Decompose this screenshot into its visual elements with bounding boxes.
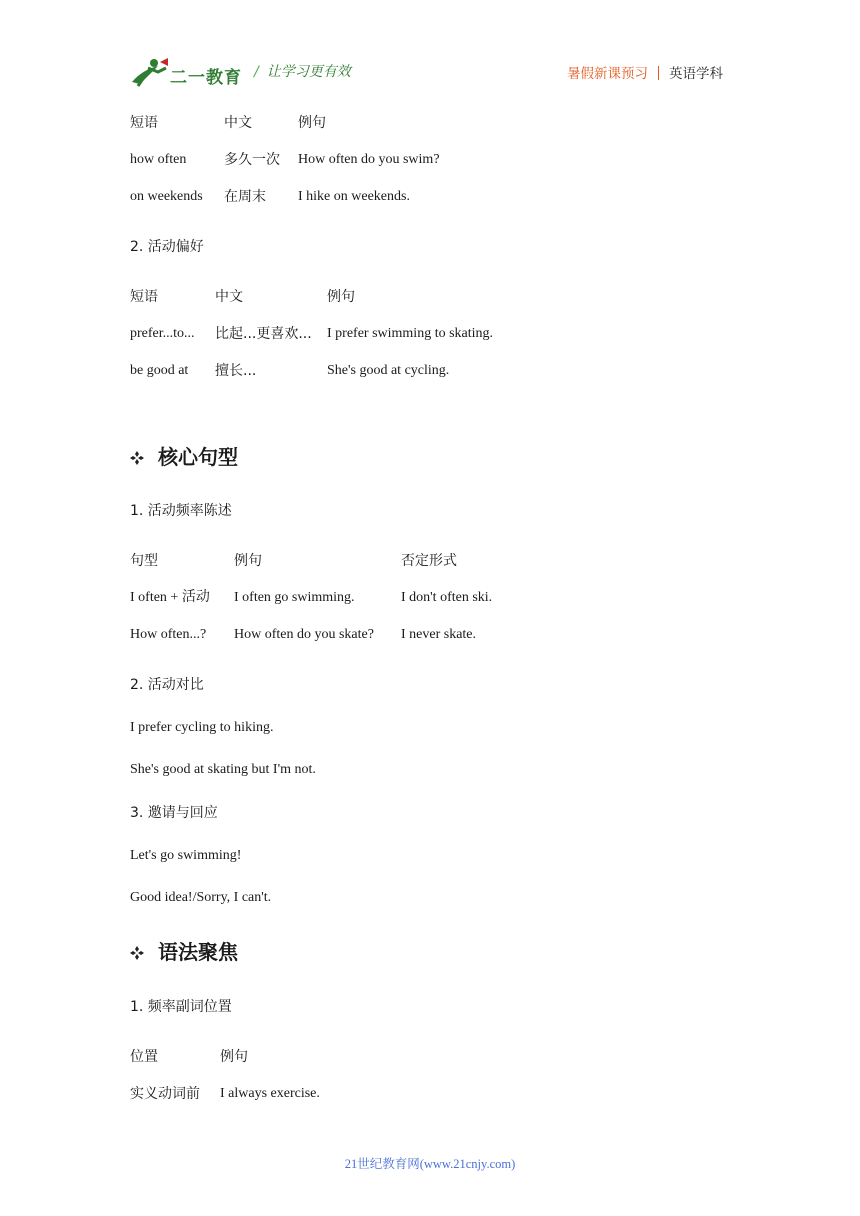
table-cell: How often do you skate? <box>234 627 374 642</box>
subheading: 2. 活动偏好 <box>130 239 204 255</box>
header-separator <box>658 66 659 80</box>
table-header: 句型 <box>130 553 158 569</box>
table-header: 例句 <box>234 553 262 569</box>
table-header: 位置 <box>130 1049 158 1065</box>
table-cell: 实义动词前 <box>130 1086 200 1102</box>
subheading: 1. 活动频率陈述 <box>130 503 232 519</box>
slogan-text: 让学习更有效 <box>266 64 351 80</box>
subheading: 2. 活动对比 <box>130 677 204 693</box>
section-title-text: 核心句型 <box>158 445 238 469</box>
table-header: 短语 <box>130 289 158 305</box>
page-footer: 21世纪教育网(www.21cnjy.com) <box>344 1157 516 1171</box>
table-header: 例句 <box>327 289 355 305</box>
table-cell: How often do you swim? <box>298 152 440 167</box>
header-course-info <box>567 62 723 82</box>
runner-logo-icon <box>128 56 172 88</box>
subheading: 3. 邀请与回应 <box>130 805 218 821</box>
example-sentence: She's good at skating but I'm not. <box>130 762 316 777</box>
table-cell: I often go swimming. <box>234 590 355 605</box>
table-header: 例句 <box>298 115 326 131</box>
table-header: 否定形式 <box>401 553 457 569</box>
table-cell: on weekends <box>130 189 203 204</box>
diamond-bullet-icon <box>130 451 144 465</box>
example-sentence: Good idea!/Sorry, I can't. <box>130 890 272 905</box>
section-title <box>130 444 238 470</box>
logo <box>128 56 240 88</box>
table-cell: I never skate. <box>401 627 477 642</box>
page-header <box>0 0 860 100</box>
subheading: 1. 频率副词位置 <box>130 999 232 1015</box>
logo-text: 二一教育 <box>170 68 242 88</box>
slogan <box>254 61 351 81</box>
table-cell: I don't often ski. <box>401 590 493 605</box>
table-cell: I prefer swimming to skating. <box>327 326 494 341</box>
slash-divider-icon: / <box>254 64 259 80</box>
table-cell: how often <box>130 152 187 167</box>
table-cell: 多久一次 <box>224 152 280 168</box>
table-cell: She's good at cycling. <box>327 363 450 378</box>
subject-label: 英语学科 <box>669 66 723 82</box>
table-cell: I hike on weekends. <box>298 189 410 204</box>
example-sentence: I prefer cycling to hiking. <box>130 720 274 735</box>
table-cell: prefer...to... <box>130 326 195 341</box>
diamond-bullet-icon <box>130 946 144 960</box>
table-cell: I often + 活动 <box>130 590 210 605</box>
table-header: 例句 <box>220 1049 248 1065</box>
table-header: 中文 <box>224 115 252 131</box>
example-sentence: Let's go swimming! <box>130 848 242 863</box>
table-cell: I always exercise. <box>220 1086 320 1101</box>
table-cell: 比起...更喜欢... <box>215 326 312 342</box>
table-header: 中文 <box>215 289 243 305</box>
table-cell: How often...? <box>130 627 207 642</box>
course-label: 暑假新课预习 <box>567 66 648 82</box>
table-cell: be good at <box>130 363 189 378</box>
table-cell: 擅长... <box>215 363 257 379</box>
section-title-text: 语法聚焦 <box>158 940 238 964</box>
table-header: 短语 <box>130 115 158 131</box>
section-title <box>130 939 238 965</box>
table-cell: 在周末 <box>224 189 266 205</box>
